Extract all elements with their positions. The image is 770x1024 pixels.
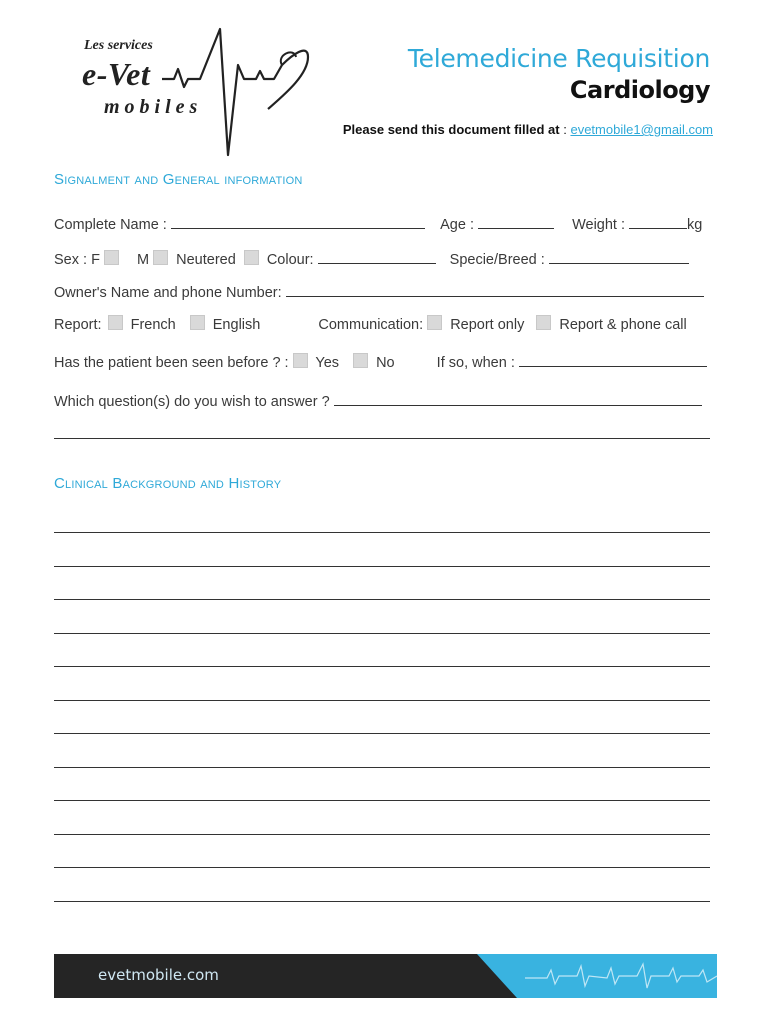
age-field[interactable] xyxy=(478,214,554,229)
neutered-checkbox[interactable] xyxy=(244,250,259,265)
history-line[interactable] xyxy=(54,834,710,835)
history-line[interactable] xyxy=(54,566,710,567)
logo-evet: e-Vet xyxy=(82,56,151,92)
species-label: Specie/Breed : xyxy=(449,252,545,268)
history-line[interactable] xyxy=(54,800,710,801)
report-call-label: Report & phone call xyxy=(559,317,687,333)
sex-m-label: M xyxy=(137,252,150,268)
sex-label: Sex : xyxy=(54,252,88,268)
owner-field[interactable] xyxy=(286,282,704,297)
species-field[interactable] xyxy=(549,249,689,264)
report-label: Report: xyxy=(54,317,102,333)
history-line[interactable] xyxy=(54,700,710,701)
email-link[interactable]: evetmobile1@gmail.com xyxy=(570,122,713,137)
owner-label: Owner's Name and phone Number: xyxy=(54,285,282,301)
if-so-label: If so, when : xyxy=(436,355,515,371)
history-line[interactable] xyxy=(54,599,710,600)
row-seen-before xyxy=(54,352,707,371)
complete-name-field[interactable] xyxy=(171,214,425,229)
report-only-checkbox[interactable] xyxy=(427,315,442,330)
history-line[interactable] xyxy=(54,633,710,634)
weight-label: Weight : xyxy=(572,217,626,233)
page-title: Telemedicine Requisition xyxy=(407,44,710,73)
french-label: French xyxy=(130,317,176,333)
weight-unit: kg xyxy=(687,217,703,233)
report-english-checkbox[interactable] xyxy=(190,315,205,330)
history-line[interactable] xyxy=(54,666,710,667)
report-call-checkbox[interactable] xyxy=(536,315,551,330)
send-instruction xyxy=(343,122,713,137)
page-subtitle: Cardiology xyxy=(569,76,710,104)
sex-f-label: F xyxy=(91,252,100,268)
history-line[interactable] xyxy=(54,532,710,533)
question-field[interactable] xyxy=(334,391,702,406)
if-so-field[interactable] xyxy=(519,352,707,367)
logo-les-services: Les services xyxy=(84,38,153,53)
seen-yes-checkbox[interactable] xyxy=(293,353,308,368)
footer-banner xyxy=(54,954,717,998)
seen-no-checkbox[interactable] xyxy=(353,353,368,368)
no-label: No xyxy=(376,355,395,371)
section-signalment-title: Signalment and General information xyxy=(54,171,303,188)
send-separator: : xyxy=(559,122,571,137)
footer-heartbeat-icon xyxy=(477,954,717,998)
row-sex-colour-species xyxy=(54,249,689,268)
footer-website[interactable]: evetmobile.com xyxy=(98,966,219,984)
report-french-checkbox[interactable] xyxy=(108,315,123,330)
history-line[interactable] xyxy=(54,733,710,734)
sex-m-checkbox[interactable] xyxy=(153,250,168,265)
neutered-label: Neutered xyxy=(176,252,236,268)
colour-label: Colour: xyxy=(266,252,314,268)
weight-field[interactable] xyxy=(629,214,687,229)
row-report xyxy=(54,315,687,333)
report-only-label: Report only xyxy=(450,317,525,333)
question-label: Which question(s) do you wish to answer ? xyxy=(54,394,330,410)
row-question xyxy=(54,391,702,410)
complete-name-label: Complete Name : xyxy=(54,217,167,233)
age-label: Age : xyxy=(440,217,474,233)
logo-mobiles: mobiles xyxy=(104,96,203,118)
communication-label: Communication: xyxy=(318,317,424,333)
yes-label: Yes xyxy=(315,355,340,371)
section-clinical-title: Clinical Background and History xyxy=(54,475,282,492)
send-label: Please send this document filled at xyxy=(342,122,560,137)
history-line[interactable] xyxy=(54,901,710,902)
row-owner xyxy=(54,282,704,301)
history-line[interactable] xyxy=(54,867,710,868)
question-extra-line[interactable] xyxy=(54,438,710,439)
row-name-age-weight xyxy=(54,214,702,233)
english-label: English xyxy=(212,317,261,333)
history-line[interactable] xyxy=(54,767,710,768)
sex-f-checkbox[interactable] xyxy=(104,250,119,265)
colour-field[interactable] xyxy=(318,249,436,264)
seen-before-label: Has the patient been seen before ? : xyxy=(54,355,289,371)
